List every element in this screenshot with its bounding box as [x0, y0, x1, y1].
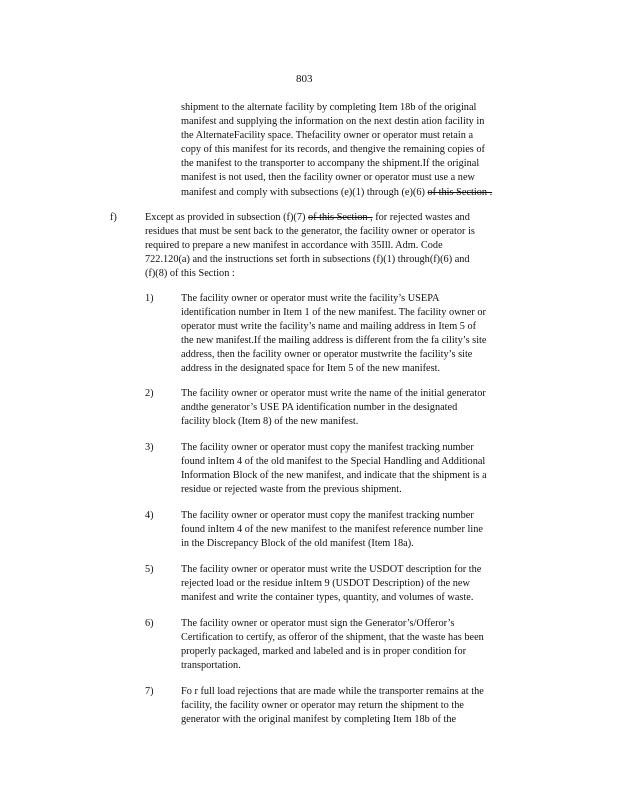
text-line: transportation.	[181, 660, 241, 672]
item-number: 6)	[145, 618, 154, 629]
text-line: generator with the original manifest by completing Item 18b of the	[181, 714, 457, 726]
line-text: manifest and comply with subsections (e)(1) through (e)(6)	[181, 186, 428, 198]
page-number: 803	[296, 73, 313, 85]
text-line: Certification to certify, as offeror of the shipment, that the waste has been	[181, 632, 484, 644]
item-number: 1)	[145, 293, 154, 304]
text-line: required to prepare a new manifest in accordance with 35Ill. Adm. Code	[145, 240, 443, 252]
text-line: The facility owner or operator must copy the manifest tracking number	[181, 510, 474, 521]
subsection-f-paragraph	[145, 211, 531, 281]
item-paragraph	[181, 387, 542, 429]
item-paragraph	[181, 441, 542, 497]
item-paragraph	[181, 685, 542, 727]
text-line	[181, 186, 540, 200]
item-number: 4)	[145, 510, 154, 521]
struck-text: of this Section .	[427, 186, 493, 198]
text-line: The facility owner or operator must write the facility’s USEPA	[181, 293, 440, 304]
text-line: The facility owner or operator must write the name of the initial generator	[181, 388, 486, 399]
text-line: operator must write the facility’s name and mailing address in Item 5 of	[181, 321, 477, 333]
item-number: 7)	[145, 686, 154, 697]
text-line: shipment to the alternate facility by completing Item 18b of the original	[181, 102, 477, 113]
text-line: (f)(8) of this Section :	[145, 268, 235, 280]
item-paragraph	[181, 509, 542, 551]
line-text: for rejected wastes and	[372, 212, 470, 223]
text-line: the manifest to the transporter to accompany the shipment.If the original	[181, 158, 480, 170]
text-line: facility block (Item 8) of the new manifest.	[181, 416, 359, 428]
continuation-paragraph	[181, 101, 540, 200]
line-text: Except as provided in subsection (f)(7)	[145, 212, 308, 223]
text-line: copy of this manifest for its records, and thengive the remaining copies of	[181, 144, 485, 156]
text-line: residue or rejected waste from the previous shipment.	[181, 484, 402, 496]
struck-text: of this Section ,	[308, 212, 373, 223]
item-paragraph	[181, 292, 542, 377]
text-line: The facility owner or operator must write the USDOT description for the	[181, 564, 482, 575]
text-line: found inItem 4 of the old manifest to the Special Handling and Additional	[181, 456, 486, 468]
text-line: residues that must be sent back to the generator, the facility owner or operator is	[145, 226, 475, 238]
text-line: address, then the facility owner or operator mustwrite the facility’s site	[181, 349, 473, 361]
text-line: rejected load or the residue inItem 9 (USDOT Description) of the new	[181, 578, 470, 590]
item-number: 5)	[145, 564, 154, 575]
text-line: The facility owner or operator must sign the Generator’s/Offeror’s	[181, 618, 455, 629]
subsection-marker: f)	[110, 212, 117, 223]
text-line: identification number in Item 1 of the new manifest. The facility owner or	[181, 307, 486, 319]
text-line: manifest and supplying the information on the next destin ation facility in	[181, 116, 485, 128]
text-line: Information Block of the new manifest, and indicate that the shipment is a	[181, 470, 487, 482]
item-number: 3)	[145, 442, 154, 453]
text-line: found inItem 4 of the new manifest to the manifest reference number line	[181, 524, 483, 536]
item-paragraph	[181, 617, 542, 673]
text-line: properly packaged, marked and labeled and is in proper condition for	[181, 646, 467, 658]
text-line: The facility owner or operator must copy the manifest tracking number	[181, 442, 474, 453]
text-line: manifest is not used, then the facility owner or operator must use a new	[181, 172, 475, 184]
text-line: the new manifest.If the mailing address is different from the fa cility’s site	[181, 335, 487, 347]
text-line: andthe generator’s USE PA identification number in the designated	[181, 402, 458, 414]
text-line: the AlternateFacility space. Thefacility owner or operator must retain a	[181, 130, 474, 142]
text-line: Fo r full load rejections that are made while the transporter remains at the	[181, 686, 484, 697]
text-line: manifest and write the container types, quantity, and volumes of waste.	[181, 592, 474, 604]
text-line: 722.120(a) and the instructions set forth in subsections (f)(1) through(f)(6) and	[145, 254, 470, 266]
text-line: in the Discrepancy Block of the old manifest (Item 18a).	[181, 538, 414, 550]
text-line: address in the designated space for Item 5 of the new manifest.	[181, 363, 441, 375]
text-line	[145, 211, 531, 225]
item-number: 2)	[145, 388, 154, 399]
item-paragraph	[181, 563, 542, 605]
text-line: facility, the facility owner or operator may return the shipment to the	[181, 700, 464, 712]
